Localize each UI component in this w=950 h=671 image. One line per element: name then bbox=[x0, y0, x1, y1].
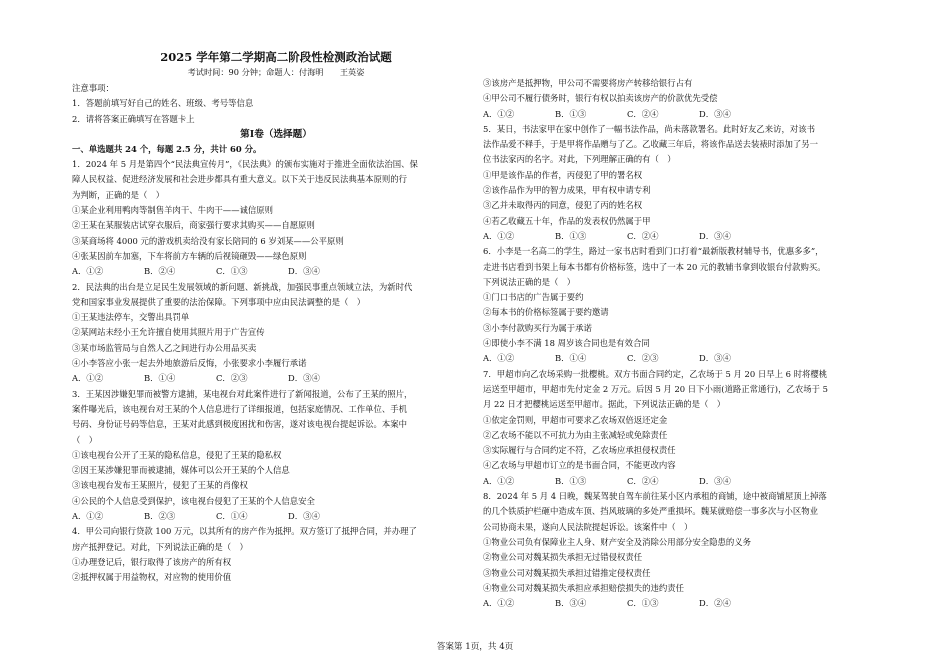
question-line: ④甲公司不履行债务时，银行有权以拍卖该房产的价款优先受偿 bbox=[483, 93, 718, 104]
question-line: ①依定金罚则，甲超市可要求乙农场双倍返还定金 bbox=[483, 414, 668, 425]
answer-options bbox=[483, 596, 891, 611]
answer-option: A．①② bbox=[483, 353, 515, 364]
question-line: 案件曝光后，该电视台对王某的个人信息进行了详细报道，包括家庭情况、工作单位、手机 bbox=[72, 403, 407, 414]
question-line: 7．甲超市向乙农场采购一批樱桃。双方书面合同约定，乙农场于 5 月 20 日早上 6 时将樱桃 bbox=[483, 368, 828, 379]
question-line: ①物业公司负有保障业主人身、财产安全及消除公用部分安全隐患的义务 bbox=[483, 536, 751, 547]
answer-option: D．③④ bbox=[288, 511, 320, 522]
question-line: 党和国家事业发展提供了重要的法治保障。下列事项中应由民法调整的是（ ） bbox=[72, 296, 366, 307]
answer-option: D．③④ bbox=[699, 353, 731, 364]
left-column bbox=[72, 49, 480, 586]
question-line: ④若乙收藏五十年，作品的发表权仍然属于甲 bbox=[483, 215, 651, 226]
notice-item: 1．答题前填写好自己的姓名、班级、考号等信息 bbox=[72, 98, 254, 109]
answer-option: B．①③ bbox=[555, 475, 587, 486]
question-line: ①甲是该作品的作者，丙侵犯了甲的署名权 bbox=[483, 169, 643, 180]
answer-options bbox=[483, 229, 891, 244]
answer-options bbox=[72, 509, 480, 524]
question-line: 5．某日，书法家甲在家中创作了一幅书法作品，尚未落款署名。此时好友乙来访，对该书 bbox=[483, 123, 815, 134]
question-line: 1．2024 年 5 月是第四个“民法典宣传月”，《民法典》的颁布实施对于推进全面依法治国、保 bbox=[72, 159, 418, 170]
question-line: 号码、身份证号码等信息，王某对此感到极度困扰和伤害，遂对该电视台提起诉讼。本案中 bbox=[72, 419, 407, 430]
answer-option: D．③④ bbox=[288, 266, 320, 277]
answer-option: D．②④ bbox=[699, 598, 731, 609]
question-line: ②王某在某服装店试穿衣服后，商家强行要求其购买——自愿原则 bbox=[72, 220, 315, 231]
answer-option: C．②④ bbox=[627, 230, 659, 241]
answer-options bbox=[483, 474, 891, 489]
answer-option: C．①④ bbox=[216, 511, 248, 522]
question-line: ②每本书的价格标签属于要约邀请 bbox=[483, 307, 609, 318]
question-line: 运送至甲超市，甲超市先付定金 2 万元。后因 5 月 20 日下小雨(道路正常通行)，乙农场于 5 bbox=[483, 383, 828, 394]
answer-option: B．①③ bbox=[555, 108, 587, 119]
answer-option: A．①② bbox=[483, 230, 515, 241]
question-line: ④乙农场与甲超市订立的是书面合同，不能更改内容 bbox=[483, 460, 676, 471]
question-line: ①办理登记后，银行取得了该房产的所有权 bbox=[72, 556, 232, 567]
exam-title: 2025 学年第二学期高二阶段性检测政治试题 bbox=[160, 50, 392, 64]
answer-option: A．①② bbox=[483, 598, 515, 609]
answer-option: C．②④ bbox=[627, 108, 659, 119]
answer-option: C．①③ bbox=[216, 266, 248, 277]
question-line: 公司协商未果，遂向人民法院提起诉讼。该案件中（ ） bbox=[483, 521, 693, 532]
question-line: ②物业公司对魏某损失承担无过错侵权责任 bbox=[483, 552, 643, 563]
question-line: 8．2024 年 5 月 4 日晚，魏某驾驶自驾车前往某小区内承租的商铺，途中被商铺屋顶上掉落 bbox=[483, 491, 827, 502]
answer-option: B．①④ bbox=[555, 353, 587, 364]
answer-option: C．②④ bbox=[627, 475, 659, 486]
exam-info: 考试时间：90 分钟；命题人：付海明 王英姿 bbox=[187, 67, 365, 77]
question-line: ④张某因前车加塞，下车将前方车辆的后视镜砸毁——绿色原则 bbox=[72, 250, 307, 261]
answer-options bbox=[483, 107, 891, 122]
answer-option: A．①② bbox=[483, 475, 515, 486]
question-line: ③某商场将 4000 元的游戏机卖给没有家长陪同的 6 岁刘某——公平原则 bbox=[72, 235, 344, 246]
answer-option: D．③④ bbox=[699, 108, 731, 119]
question-line: ③物业公司对魏某损失承担过错推定侵权责任 bbox=[483, 567, 651, 578]
question-line: 走进书店看到书架上每本书都有价格标签，选中了一本 20 元的教辅书拿到收银台付款购买。 bbox=[483, 261, 826, 272]
answer-options bbox=[483, 351, 891, 366]
question-line: 的几个铁质护栏砸中造成车顶、挡风玻璃的多处严重损坏。魏某就赔偿一事多次与小区物业 bbox=[483, 506, 818, 517]
answer-option: A．①② bbox=[72, 266, 104, 277]
question-line: （ ） bbox=[72, 434, 98, 445]
question-line: ③该房产是抵押物，甲公司不需要将房产转移给银行占有 bbox=[483, 78, 693, 88]
answer-option: D．③④ bbox=[288, 373, 320, 384]
section-instruction: 一、单选题共 24 个，每题 2.5 分，共计 60 分。 bbox=[72, 143, 262, 154]
question-line: 月 22 日才把樱桃运送至甲超市。据此，下列说法正确的是（ ） bbox=[483, 399, 726, 410]
answer-options bbox=[72, 371, 480, 386]
question-line: ①该电视台公开了王某的隐私信息，侵犯了王某的隐私权 bbox=[72, 449, 282, 460]
answer-option: C．②③ bbox=[627, 353, 659, 364]
question-line: ③该电视台发布王某照片，侵犯了王某的肖像权 bbox=[72, 480, 248, 491]
question-line: 障人民权益、促进经济发展和社会进步都具有重大意义。以下关于违反民法典基本原则的行 bbox=[72, 174, 407, 185]
question-line: ②抵押权属于用益物权，对应物的使用价值 bbox=[72, 572, 232, 583]
answer-option: D．③④ bbox=[699, 475, 731, 486]
left-question-list bbox=[72, 157, 480, 585]
answer-option: C．②③ bbox=[216, 373, 248, 384]
notice-heading: 注意事项： bbox=[72, 83, 114, 93]
answer-option: A．①② bbox=[72, 373, 104, 384]
question-line: ④小李答应小张一起去外地旅游后反悔，小张要求小李履行承诺 bbox=[72, 358, 307, 369]
question-line: ③乙并未取得丙的同意，侵犯了丙的姓名权 bbox=[483, 200, 643, 211]
right-column bbox=[483, 76, 891, 611]
question-line: ③小李付款购买行为属于承诺 bbox=[483, 322, 592, 333]
answer-option: B．①③ bbox=[555, 230, 587, 241]
question-line: ②该作品作为甲的智力成果，甲有权申请专利 bbox=[483, 185, 651, 196]
question-line: 3．王某因涉嫌犯罪而被警方逮捕，某电视台对此案件进行了新闻报道，公布了王某的照片， bbox=[72, 388, 413, 399]
answer-option: B．③④ bbox=[555, 598, 587, 609]
answer-option: D．③④ bbox=[699, 230, 731, 241]
page-footer: 答案第 1页，共 4页 bbox=[436, 642, 514, 652]
answer-option: C．①③ bbox=[627, 598, 659, 609]
question-line: ③某市场监管局与自然人乙之间进行办公用品买卖 bbox=[72, 342, 257, 353]
question-line: ②某网站未经小王允许擅自使用其照片用于广告宣传 bbox=[72, 327, 265, 338]
question-line: 房产抵押登记。对此，下列说法正确的是（ ） bbox=[72, 541, 248, 552]
question-line: ①门口书店的广告属于要约 bbox=[483, 292, 584, 303]
question-line: ③实际履行与合同约定不符，乙农场应承担侵权责任 bbox=[483, 445, 676, 456]
question-line: ④物业公司对魏某损失承担应承担赔偿损失的违约责任 bbox=[483, 582, 684, 593]
question-line: ①某企业利用鸭肉等制售羊肉干、牛肉干——诚信原则 bbox=[72, 205, 273, 216]
answer-option: B．①④ bbox=[144, 373, 176, 384]
question-line: ④公民的个人信息受到保护，该电视台侵犯了王某的个人信息安全 bbox=[72, 495, 315, 506]
question-line: 下列说法正确的是（ ） bbox=[483, 276, 576, 287]
question-line: 法作品爱不释手，于是甲将作品赠与了乙。乙收藏三年后，将该作品送去装裱时添加了另一 bbox=[483, 139, 818, 150]
answer-options bbox=[72, 264, 480, 279]
answer-option: B．②④ bbox=[144, 266, 176, 277]
question-line: 为判断，正确的是（ ） bbox=[72, 189, 165, 200]
section-title: 第Ⅰ卷（选择题） bbox=[240, 128, 312, 140]
question-line: ②乙农场不能以不可抗力为由主张减轻或免除责任 bbox=[483, 429, 668, 440]
answer-option: A．①② bbox=[483, 108, 515, 119]
answer-option: B．②③ bbox=[144, 511, 176, 522]
question-line: 2．民法典的出台是立足民生发展领域的新问题、新挑战，加强民事重点领域立法，为新时代 bbox=[72, 281, 413, 292]
answer-option: A．①② bbox=[72, 511, 104, 522]
question-line: ④即使小李不满 18 周岁该合同也是有效合同 bbox=[483, 338, 650, 349]
question-line: 6．小李是一名高二的学生，路过一家书店时看到门口打着“最新版教材辅导书，优惠多多”， bbox=[483, 246, 824, 257]
question-line: 4．甲公司向银行贷款 100 万元，以其所有的房产作为抵押。双方签订了抵押合同，并办理了 bbox=[72, 526, 417, 537]
notice-item: 2．请将答案正确填写在答题卡上 bbox=[72, 113, 195, 124]
question-line: 位书法家丙的名字。对此，下列理解正确的有（ ） bbox=[483, 154, 676, 165]
question-line: ②因王某涉嫌犯罪而被逮捕，媒体可以公开王某的个人信息 bbox=[72, 465, 290, 476]
question-line: ①王某违法停车，交警出具罚单 bbox=[72, 312, 190, 323]
